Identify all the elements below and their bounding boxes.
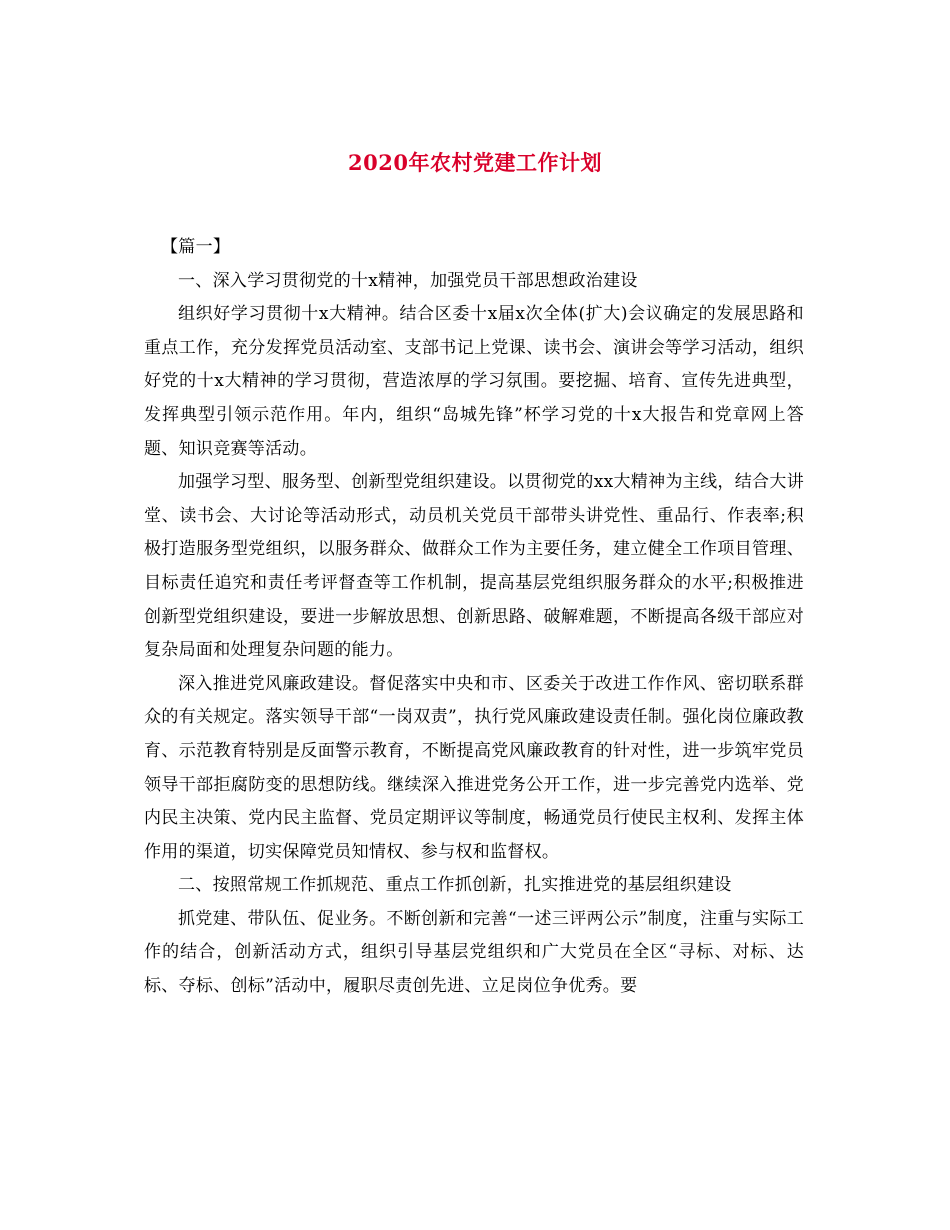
paragraph-clean-governance: 深入推进党风廉政建设。督促落实中央和市、区委关于改进工作作风、密切联系群众的有关规定。落实领导干部“一岗双责”，执行党风廉政建设责任制。强化岗位廉政教育、示范教育特别是反面警示教育，不断提高党风廉政教育的针对性，进一步筑牢党员领导干部拒腐防变的思想防线。继续深入推进党务公开工作，进一步完善党内选举、党内民主决策、党内民主监督、党员定期评议等制度，畅通党员行使民主权利、发挥主体作用的渠道，切实保障党员知情权、参与权和监督权。 (144, 673, 804, 862)
document-title: 2020年农村党建工作计划 (348, 150, 602, 175)
paragraph-study-spirit: 组织好学习贯彻十x大精神。结合区委十x届x次全体(扩大)会议确定的发展思路和重点工作，充分发挥党员活动室、支部书记上党课、读书会、演讲会等学习活动，组织好党的十x大精神的学习贯彻，营造浓厚的学习氛围。要挖掘、培育、宣传先进典型，发挥典型引领示范作用。年内，组织“岛城先锋”杯学习党的十x大报告和党章网上答题、知识竞赛等活动。 (144, 304, 804, 459)
heading-part-two: 二、按照常规工作抓规范、重点工作抓创新，扎实推进党的基层组织建设 (178, 875, 732, 896)
section-tag: 【篇一】 (161, 237, 231, 257)
heading-part-one: 一、深入学习贯彻党的十x精神，加强党员干部思想政治建设 (178, 270, 638, 291)
document-body (144, 231, 804, 1004)
paragraph-grassroots: 抓党建、带队伍、促业务。不断创新和完善“一述三评两公示”制度，注重与实际工作的结合，创新活动方式，组织引导基层党组织和广大党员在全区“寻标、对标、达标、夺标、创标”活动中，履职尽责创先进、立足岗位争优秀。要 (144, 908, 804, 997)
paragraph-party-organization: 加强学习型、服务型、创新型党组织建设。以贯彻党的xx大精神为主线，结合大讲堂、读书会、大讨论等活动形式，动员机关党员干部带头讲党性、重品行、作表率;积极打造服务型党组织，以服务群众、做群众工作为主要任务，建立健全工作项目管理、目标责任追究和责任考评督查等工作机制，提高基层党组织服务群众的水平;积极推进创新型党组织建设，要进一步解放思想、创新思路、破解难题，不断提高各级干部应对复杂局面和处理复杂问题的能力。 (144, 472, 804, 661)
